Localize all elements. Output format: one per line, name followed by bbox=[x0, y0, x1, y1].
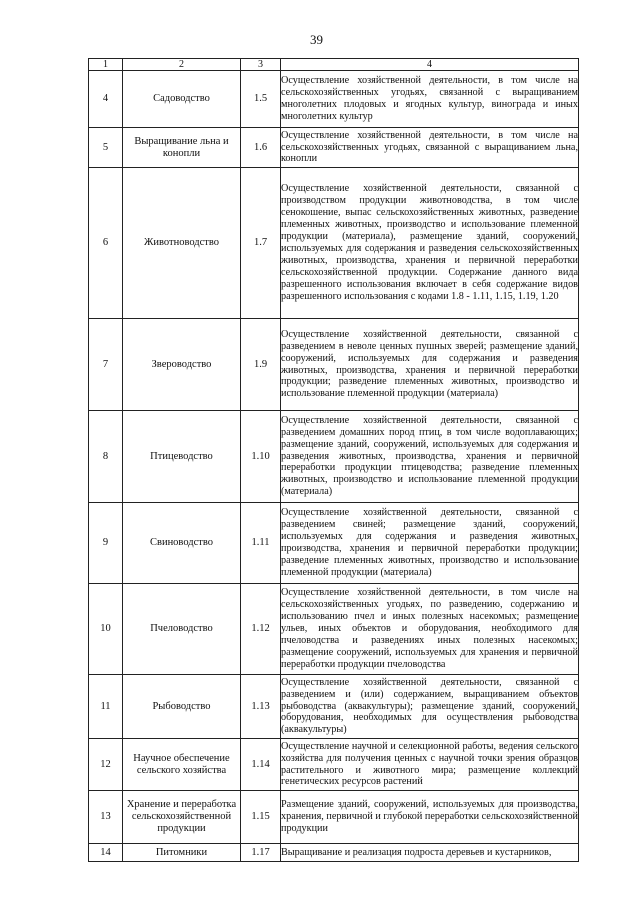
use-code: 1.12 bbox=[241, 584, 281, 675]
use-description: Осуществление хозяйственной деятельности, в том числе на сельскохозяйственных угодьях, связанной с выращиванием льна, конопли bbox=[281, 128, 579, 168]
row-number: 7 bbox=[89, 319, 123, 411]
use-name: Садоводство bbox=[123, 71, 241, 128]
use-code: 1.14 bbox=[241, 739, 281, 791]
table-row bbox=[89, 128, 579, 168]
use-code: 1.17 bbox=[241, 844, 281, 862]
header-cell: 1 bbox=[89, 59, 123, 71]
use-name: Свиноводство bbox=[123, 503, 241, 584]
table-row bbox=[89, 319, 579, 411]
use-description: Осуществление хозяйственной деятельности, связанной с разведением домашних пород птиц, в том числе водоплавающих; размещение зданий, сооружений, используемых для содержания и разведения животных, производства, хранения и первичной переработки продукции птицеводства; разведение племенных животных, производство и использование племенной продукции (материала) bbox=[281, 411, 579, 503]
use-code: 1.5 bbox=[241, 71, 281, 128]
table-row bbox=[89, 168, 579, 319]
row-number: 4 bbox=[89, 71, 123, 128]
use-description: Осуществление хозяйственной деятельности, связанной с разведением свиней; размещение зданий, сооружений, используемых для содержания и разведения животных, производства, хранения и первичной переработки продукции; разведение племенных животных, производство и использование племенной продукции (материала) bbox=[281, 503, 579, 584]
row-number: 8 bbox=[89, 411, 123, 503]
table-row bbox=[89, 739, 579, 791]
page-number: 39 bbox=[310, 32, 323, 47]
table-row bbox=[89, 503, 579, 584]
row-number: 10 bbox=[89, 584, 123, 675]
table-row bbox=[89, 411, 579, 503]
use-code: 1.11 bbox=[241, 503, 281, 584]
use-code: 1.7 bbox=[241, 168, 281, 319]
land-use-table bbox=[88, 58, 579, 862]
use-description: Выращивание и реализация подроста деревьев и кустарников, bbox=[281, 844, 579, 862]
use-description: Размещение зданий, сооружений, используемых для производства, хранения, первичной и глубокой переработки сельскохозяйственной продукции bbox=[281, 791, 579, 844]
use-name: Животноводство bbox=[123, 168, 241, 319]
use-name: Звероводство bbox=[123, 319, 241, 411]
row-number: 9 bbox=[89, 503, 123, 584]
use-code: 1.10 bbox=[241, 411, 281, 503]
row-number: 12 bbox=[89, 739, 123, 791]
use-name: Рыбоводство bbox=[123, 675, 241, 739]
table-row bbox=[89, 584, 579, 675]
header-cell: 3 bbox=[241, 59, 281, 71]
use-code: 1.6 bbox=[241, 128, 281, 168]
use-name: Пчеловодство bbox=[123, 584, 241, 675]
row-number: 13 bbox=[89, 791, 123, 844]
row-number: 11 bbox=[89, 675, 123, 739]
table-row bbox=[89, 675, 579, 739]
table-row bbox=[89, 844, 579, 862]
use-code: 1.15 bbox=[241, 791, 281, 844]
row-number: 14 bbox=[89, 844, 123, 862]
table-row bbox=[89, 71, 579, 128]
use-description: Осуществление хозяйственной деятельности, в том числе на сельскохозяйственных угодьях, связанной с выращиванием многолетних плодовых и ягодных культур, винограда и иных многолетних культур bbox=[281, 71, 579, 128]
header-row bbox=[89, 59, 579, 71]
use-name: Выращивание льна и конопли bbox=[123, 128, 241, 168]
use-description: Осуществление научной и селекционной работы, ведения сельского хозяйства для получения ценных с научной точки зрения образцов растительного и животного мира; размещение коллекций генетических ресурсов растений bbox=[281, 739, 579, 791]
use-name: Научное обеспечение сельского хозяйства bbox=[123, 739, 241, 791]
use-description: Осуществление хозяйственной деятельности, связанной с разведением в неволе ценных пушных зверей; размещение зданий, сооружений, используемых для содержания и разведения животных, производства, хранения и первичной переработки продукции; разведение племенных животных, производство и использование племенной продукции (материала) bbox=[281, 319, 579, 411]
use-description: Осуществление хозяйственной деятельности, связанной с производством продукции животноводства, в том числе сенокошение, выпас сельскохозяйственных животных, разведение племенных животных, производство и использование племенной продукции (материала), размещение зданий, сооружений, используемых для содержания и разведения сельскохозяйственных животных, производства, хранения и первичной переработки сельскохозяйственной продукции. Содержание данного вида разрешенного использования включает в себя содержание видов разрешенного использования с кодами 1.8 - 1.11, 1.15, 1.19, 1.20 bbox=[281, 168, 579, 319]
table-row bbox=[89, 791, 579, 844]
use-description: Осуществление хозяйственной деятельности, в том числе на сельскохозяйственных угодьях, по разведению, содержанию и использованию пчел и иных полезных насекомых; размещение ульев, иных объектов и оборудования, необходимого для пчеловодства и разведениях иных полезных насекомых; размещение сооружений, используемых для хранения и первичной переработки продукции пчеловодства bbox=[281, 584, 579, 675]
header-cell: 4 bbox=[281, 59, 579, 71]
use-code: 1.13 bbox=[241, 675, 281, 739]
row-number: 5 bbox=[89, 128, 123, 168]
use-name: Хранение и переработка сельскохозяйственной продукции bbox=[123, 791, 241, 844]
row-number: 6 bbox=[89, 168, 123, 319]
use-name: Питомники bbox=[123, 844, 241, 862]
header-cell: 2 bbox=[123, 59, 241, 71]
use-code: 1.9 bbox=[241, 319, 281, 411]
use-name: Птицеводство bbox=[123, 411, 241, 503]
use-description: Осуществление хозяйственной деятельности, связанной с разведением и (или) содержанием, выращиванием объектов рыбоводства (аквакультуры); размещение зданий, сооружений, оборудования, необходимых для осуществления рыбоводства (аквакультуры) bbox=[281, 675, 579, 739]
